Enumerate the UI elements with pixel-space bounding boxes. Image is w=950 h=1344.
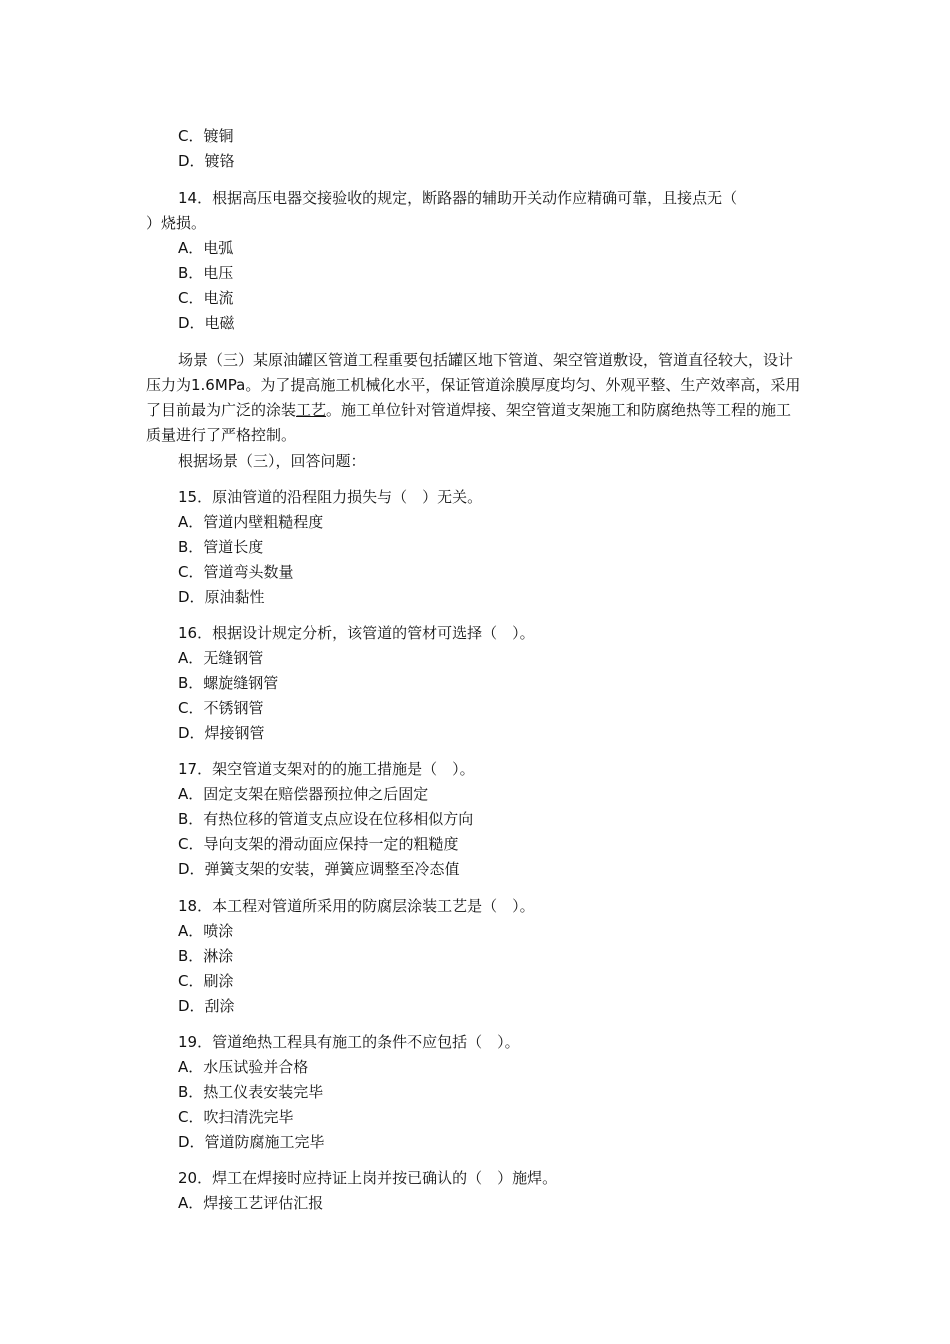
option-c-prev: C．镀铜	[178, 127, 234, 145]
q17-option-a: A．固定支架在赔偿器预拉伸之后固定	[178, 785, 429, 803]
q16-option-d: D．焊接钢管	[178, 724, 265, 742]
q15-option-c: C．管道弯头数量	[178, 563, 294, 581]
q14-option-c: C．电流	[178, 289, 234, 307]
scenario-text-before: 场景（三）某原油罐区管道工程重要包括罐区地下管道、架空管道敷设，管道直径较大，设计压力为1.6MPa。为了提高施工机械化水平，保证管道涂膜厚度均匀、外观平整、生产效率高，采用了目前最为广泛的涂装	[146, 351, 801, 419]
q16-option-b: B．螺旋缝钢管	[178, 674, 279, 692]
option-d-prev: D．镀铬	[178, 152, 235, 170]
q17-option-b: B．有热位移的管道支点应设在位移相似方向	[178, 810, 474, 828]
scenario-underlined-term: 工艺	[296, 401, 327, 419]
q19-option-b: B．热工仪表安装完毕	[178, 1083, 324, 1101]
scenario-prompt: 根据场景（三），回答问题：	[178, 452, 366, 470]
q19-option-c: C．吹扫清洗完毕	[178, 1108, 294, 1126]
scenario-paragraph	[146, 348, 806, 448]
q15-option-d: D．原油黏性	[178, 588, 265, 606]
q17-stem: 17．架空管道支架对的的施工措施是（ ）。	[178, 760, 475, 778]
q19-option-d: D．管道防腐施工完毕	[178, 1133, 325, 1151]
q14-stem-line1: 14．根据高压电器交接验收的规定，断路器的辅助开关动作应精确可靠，且接点无（	[178, 189, 738, 207]
q14-option-d: D．电磁	[178, 314, 235, 332]
q17-option-c: C．导向支架的滑动面应保持一定的粗糙度	[178, 835, 459, 853]
q18-option-c: C．刷涂	[178, 972, 234, 990]
q20-option-a: A．焊接工艺评估汇报	[178, 1194, 324, 1212]
q18-option-d: D．刮涂	[178, 997, 235, 1015]
q16-option-c: C．不锈钢管	[178, 699, 264, 717]
q16-option-a: A．无缝钢管	[178, 649, 264, 667]
q15-option-b: B．管道长度	[178, 538, 264, 556]
q18-option-a: A．喷涂	[178, 922, 234, 940]
q19-option-a: A．水压试验并合格	[178, 1058, 309, 1076]
q14-stem-line2: ）烧损。	[146, 214, 207, 232]
q18-option-b: B．淋涂	[178, 947, 234, 965]
q16-stem: 16．根据设计规定分析，该管道的管材可选择（ ）。	[178, 624, 535, 642]
q14-option-a: A．电弧	[178, 239, 234, 257]
q20-stem: 20．焊工在焊接时应持证上岗并按已确认的（ ）施焊。	[178, 1169, 558, 1187]
scenario-text-after: 。施工单位针对管道焊接、架空管道支架施工和防腐绝热等工程的施工质量进行了严格控制。	[146, 401, 792, 444]
q19-stem: 19．管道绝热工程具有施工的条件不应包括（ ）。	[178, 1033, 520, 1051]
q14-option-b: B．电压	[178, 264, 234, 282]
q18-stem: 18．本工程对管道所采用的防腐层涂装工艺是（ ）。	[178, 897, 535, 915]
q17-option-d: D．弹簧支架的安装，弹簧应调整至冷态值	[178, 860, 460, 878]
q15-stem: 15．原油管道的沿程阻力损失与（ ）无关。	[178, 488, 483, 506]
q15-option-a: A．管道内壁粗糙程度	[178, 513, 324, 531]
